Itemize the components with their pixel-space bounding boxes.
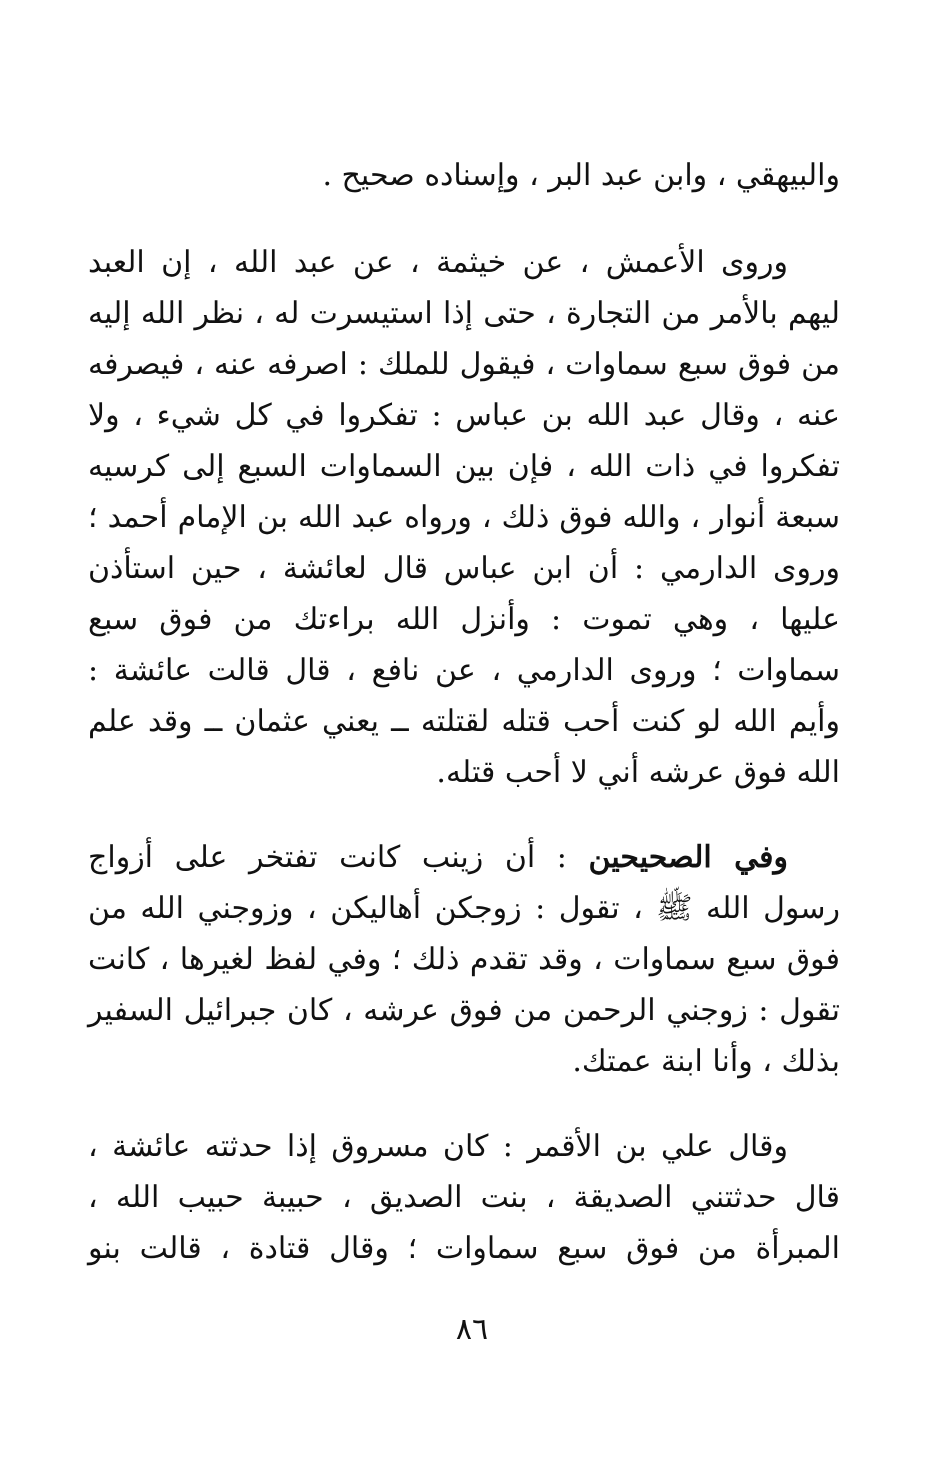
- text-line: والبيهقي ، وابن عبد البر ، وإسناده صحيح .: [322, 158, 840, 193]
- text-line: وقال علي بن الأقمر : كان مسروق إذا حدثته عائشة ،: [88, 1129, 788, 1164]
- text-line: سبعة أنوار ، والله فوق ذلك ، ورواه عبد الله بن الإمام أحمد ؛: [88, 500, 840, 535]
- document-page: [88, 150, 840, 1308]
- text-line: من فوق سبع سماوات ، فيقول للملك : اصرفه عنه ، فيصرفه: [88, 347, 840, 382]
- bold-heading-text: وفي الصحيحين: [588, 840, 788, 875]
- text-line: قال حدثتني الصديقة ، بنت الصديق ، حبيبة حبيب الله ،: [88, 1180, 840, 1215]
- paragraph-1: [88, 150, 840, 201]
- text-line: وروى الدارمي : أن ابن عباس قال لعائشة ، حين استأذن: [88, 551, 840, 586]
- text-line: وروى الأعمش ، عن خيثمة ، عن عبد الله ، إن العبد: [88, 245, 788, 280]
- text-line-rest: : أن زينب كانت تفتخر على أزواج: [88, 840, 589, 875]
- text-line: تقول : زوجني الرحمن من فوق عرشه ، كان جبرائيل السفير: [88, 993, 840, 1028]
- text-line: بذلك ، وأنا ابنة عمتك.: [572, 1044, 840, 1079]
- text-line: سماوات ؛ وروى الدارمي ، عن نافع ، قال قالت عائشة :: [88, 653, 840, 688]
- paragraph-2: [88, 237, 840, 798]
- text-line: تفكروا في ذات الله ، فإن بين السماوات السبع إلى كرسيه: [88, 449, 840, 484]
- text-line: ليهم بالأمر من التجارة ، حتى إذا استيسرت له ، نظر الله إليه: [88, 296, 840, 331]
- paragraph-3: [88, 832, 840, 1087]
- text-line: المبرأة من فوق سبع سماوات ؛ وقال قتادة ، قالت بنو: [88, 1231, 840, 1266]
- text-line: عنه ، وقال عبد الله بن عباس : تفكروا في كل شيء ، ولا: [88, 398, 840, 433]
- paragraph-4: [88, 1121, 840, 1274]
- text-line: عليها ، وهي تموت : وأنزل الله براءتك من فوق سبع: [88, 602, 840, 637]
- page-number: ٨٦: [455, 1312, 489, 1347]
- text-line: وأيم الله لو كنت أحب قتله لقتلته ــ يعني عثمان ــ وقد علم: [88, 704, 840, 739]
- text-line: فوق سبع سماوات ، وقد تقدم ذلك ؛ وفي لفظ لغيرها ، كانت: [88, 942, 840, 977]
- text-line: الله فوق عرشه أني لا أحب قتله.: [436, 755, 840, 790]
- text-line: [88, 832, 840, 883]
- text-line: رسول الله ﷺ ، تقول : زوجكن أهاليكن ، وزوجني الله من: [88, 891, 840, 926]
